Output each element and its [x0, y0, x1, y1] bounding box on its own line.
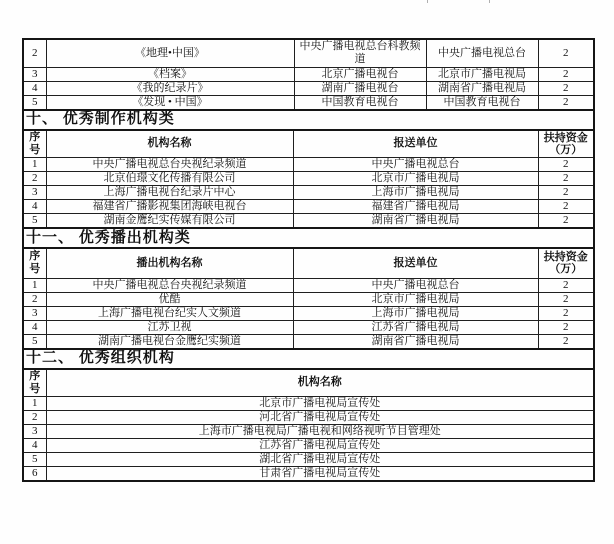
cell-submit-unit: 上海市广播电视局 [293, 306, 538, 320]
cell-institution: 江苏省广播电视局宣传处 [46, 438, 594, 452]
cell-serial: 5 [23, 452, 46, 466]
col-header-name: 机构名称 [46, 130, 293, 158]
cell-submit-unit: 湖南省广播电视局 [293, 214, 538, 229]
col-header-fund [538, 130, 594, 158]
cell-fund: 2 [538, 320, 594, 334]
cell-program-title: 《地理•中国》 [46, 39, 294, 67]
table-row [23, 81, 594, 95]
section-title: 十二、 优秀组织机构 [23, 349, 594, 369]
cell-program-title: 《发现 • 中国》 [46, 95, 294, 110]
cell-channel: 中国教育电视台 [294, 95, 426, 110]
program-continuation-table [22, 38, 595, 111]
table-header-row [23, 248, 594, 278]
cell-institution: 湖南金鹰纪实传媒有限公司 [46, 214, 293, 229]
cell-fund: 2 [538, 39, 594, 67]
cell-submit-unit: 中国教育电视台 [426, 95, 538, 110]
cell-serial: 2 [23, 172, 46, 186]
cell-serial: 4 [23, 438, 46, 452]
cell-submit-unit: 中央广播电视总台 [293, 278, 538, 292]
cell-fund: 2 [538, 292, 594, 306]
section-heading-row [23, 349, 594, 369]
cell-channel: 北京广播电视台 [294, 67, 426, 81]
table-row [23, 466, 594, 481]
cell-fund: 2 [538, 81, 594, 95]
cell-channel: 中央广播电视总台科教频道 [294, 39, 426, 67]
col-header-name: 播出机构名称 [46, 248, 293, 278]
production-institutions-table [22, 109, 595, 230]
cell-institution: 上海广播电视台纪实人文频道 [46, 306, 293, 320]
col-header-fund [538, 248, 594, 278]
table-row [23, 278, 594, 292]
cell-serial: 4 [23, 200, 46, 214]
cell-submit-unit: 湖南省广播电视局 [426, 81, 538, 95]
table-row [23, 292, 594, 306]
fund-header-line1: 扶持资金 [543, 131, 588, 144]
cell-institution: 优酷 [46, 292, 293, 306]
table-row [23, 39, 594, 67]
col-header-serial: 序号 [23, 248, 46, 278]
table-row [23, 424, 594, 438]
cell-institution: 湖南广播电视台金鹰纪实频道 [46, 334, 293, 349]
table-row [23, 334, 594, 349]
cell-fund: 2 [538, 334, 594, 349]
cell-serial: 2 [23, 39, 46, 67]
cell-institution: 湖北省广播电视局宣传处 [46, 452, 594, 466]
cell-channel: 湖南广播电视台 [294, 81, 426, 95]
col-header-unit: 报送单位 [293, 130, 538, 158]
col-header-name: 机构名称 [46, 369, 594, 397]
table-row [23, 172, 594, 186]
table-row [23, 410, 594, 424]
section-heading-row [23, 110, 594, 130]
cell-serial: 5 [23, 334, 46, 349]
cell-submit-unit: 上海市广播电视局 [293, 186, 538, 200]
cell-serial: 3 [23, 186, 46, 200]
cell-institution: 上海广播电视台纪录片中心 [46, 186, 293, 200]
cell-serial: 6 [23, 466, 46, 481]
table-row [23, 186, 594, 200]
cell-serial: 4 [23, 81, 46, 95]
cell-fund: 2 [538, 172, 594, 186]
table-row [23, 67, 594, 81]
cell-submit-unit: 湖南省广播电视局 [293, 334, 538, 349]
cell-institution: 北京伯璟文化传播有限公司 [46, 172, 293, 186]
cell-serial: 1 [23, 278, 46, 292]
cell-serial: 2 [23, 292, 46, 306]
cell-fund: 2 [538, 306, 594, 320]
cell-institution: 甘肃省广播电视局宣传处 [46, 466, 594, 481]
cell-fund: 2 [538, 95, 594, 110]
cell-submit-unit: 江苏省广播电视局 [293, 320, 538, 334]
table-row [23, 158, 594, 172]
cell-serial: 1 [23, 158, 46, 172]
table-row [23, 452, 594, 466]
organization-institutions-table [22, 348, 595, 482]
cell-institution: 福建省广播影视集团海峡电视台 [46, 200, 293, 214]
table-header-row [23, 130, 594, 158]
table-row [23, 200, 594, 214]
section-title: 十、 优秀制作机构类 [23, 110, 594, 130]
cell-institution: 中央广播电视总台央视纪录频道 [46, 278, 293, 292]
cell-serial: 3 [23, 306, 46, 320]
table-row [23, 396, 594, 410]
cell-submit-unit: 北京市广播电视局 [293, 292, 538, 306]
cell-institution: 北京市广播电视局宣传处 [46, 396, 594, 410]
fund-header-line1: 扶持资金 [543, 251, 588, 264]
cell-program-title: 《档案》 [46, 67, 294, 81]
cell-fund: 2 [538, 278, 594, 292]
scan-artifact-tick [489, 0, 490, 3]
table-row [23, 306, 594, 320]
cell-serial: 2 [23, 410, 46, 424]
table-header-row [23, 369, 594, 397]
col-header-unit: 报送单位 [293, 248, 538, 278]
cell-serial: 3 [23, 424, 46, 438]
cell-fund: 2 [538, 67, 594, 81]
cell-institution: 河北省广播电视局宣传处 [46, 410, 594, 424]
cell-fund: 2 [538, 186, 594, 200]
cell-serial: 1 [23, 396, 46, 410]
table-row [23, 95, 594, 110]
cell-fund: 2 [538, 200, 594, 214]
fund-header-line2: （万） [549, 263, 583, 276]
cell-submit-unit: 北京市广播电视局 [293, 172, 538, 186]
cell-submit-unit: 中央广播电视总台 [293, 158, 538, 172]
table-row [23, 438, 594, 452]
document-body [22, 38, 594, 482]
table-row [23, 214, 594, 229]
cell-submit-unit: 北京市广播电视局 [426, 67, 538, 81]
cell-institution: 中央广播电视总台央视纪录频道 [46, 158, 293, 172]
cell-institution: 上海市广播电视局广播电视和网络视听节目管理处 [46, 424, 594, 438]
cell-institution: 江苏卫视 [46, 320, 293, 334]
cell-fund: 2 [538, 214, 594, 229]
broadcast-institutions-table [22, 227, 595, 350]
cell-serial: 5 [23, 95, 46, 110]
cell-serial: 4 [23, 320, 46, 334]
cell-submit-unit: 中央广播电视总台 [426, 39, 538, 67]
cell-program-title: 《我的纪录片》 [46, 81, 294, 95]
fund-header-line2: （万） [549, 143, 583, 156]
col-header-serial: 序号 [23, 369, 46, 397]
col-header-serial: 序号 [23, 130, 46, 158]
table-row [23, 320, 594, 334]
section-heading-row [23, 228, 594, 248]
cell-serial: 3 [23, 67, 46, 81]
cell-submit-unit: 福建省广播电视局 [293, 200, 538, 214]
cell-serial: 5 [23, 214, 46, 229]
cell-fund: 2 [538, 158, 594, 172]
section-title: 十一、 优秀播出机构类 [23, 228, 594, 248]
scan-artifact-tick [427, 0, 428, 3]
